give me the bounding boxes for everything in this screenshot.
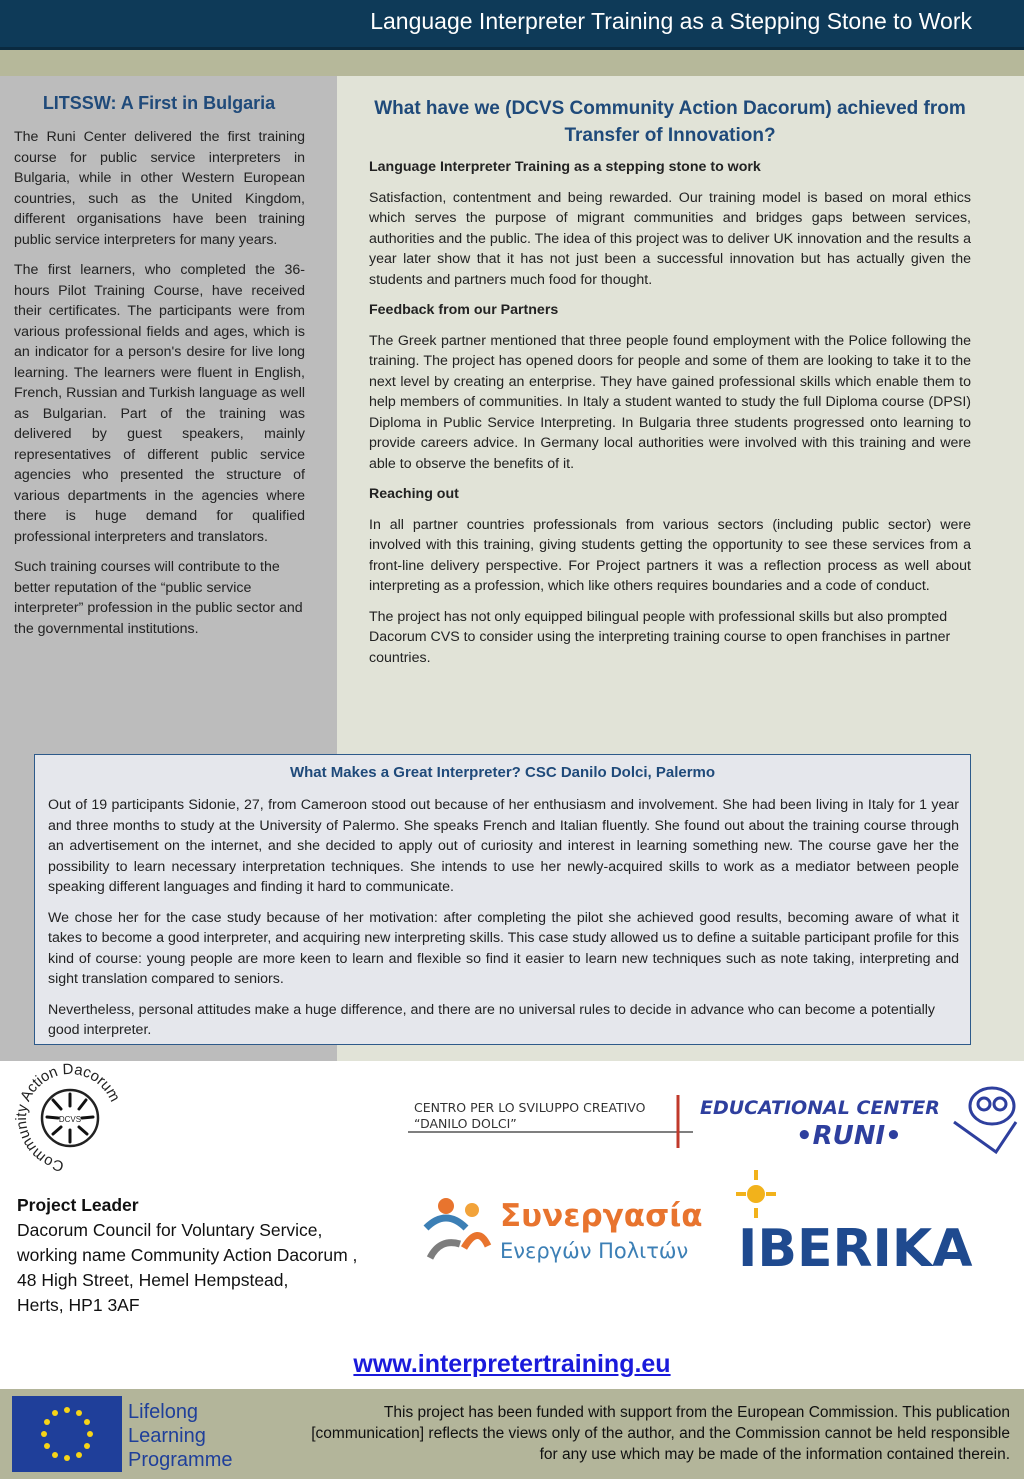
right-section-title: What have we (DCVS Community Action Dacorum) achieved from Transfer of Innovation? [374, 98, 966, 146]
case-study-paragraph: Nevertheless, personal attitudes make a huge difference, and there are no universal rules to decide in advance who can become a potentially good interpreter. [48, 1001, 936, 1038]
svg-text:Learning: Learning [128, 1425, 206, 1447]
left-paragraph: Such training courses will contribute to the better reputation of the “public service interpreter” profession in the public sector and the governmental institutions. [14, 559, 303, 637]
educational-center-runi-logo [696, 1082, 1022, 1158]
subheading: Feedback from our Partners [369, 302, 559, 318]
right-paragraph: In all partner countries professionals from various sectors (including public sector) were involved with this training, giving students getting the opportunity to see these services from a front-line delivery perspective. For Project partners it was a reflection process as well about interpreting as a profession, which like others requires boundaries and a code of conduct. [369, 516, 971, 594]
svg-text:EDUCATIONAL CENTER: EDUCATIONAL CENTER [700, 1097, 940, 1119]
svg-text:CENTRO PER LO SVILUPPO CREATIV: CENTRO PER LO SVILUPPO CREATIVO [414, 1100, 646, 1115]
svg-text:Συνεργασία: Συνεργασία [500, 1198, 703, 1234]
svg-text:IBERIKA: IBERIKA [738, 1219, 973, 1278]
header-band [0, 50, 1024, 76]
case-study-paragraph: We chose her for the case study because of her motivation: after completing the pilot she achieved good results, becoming aware of what it takes to become a good interpreter, and acquiring new interpreting skills. This case study allowed us to define a suitable participant profile for this kind of course: young people are more keen to learn and flexible so find it easier to learn new techniques such as note taking, interpreting and sight translation compared to seniors. [48, 909, 959, 987]
lifelong-learning-programme-logo [12, 1396, 252, 1472]
svg-text:Community Action Dacorum: Community Action Dacorum [12, 1062, 124, 1174]
project-leader [17, 1193, 357, 1318]
right-paragraph: The Greek partner mentioned that three people found employment with the Police following the training. The project has opened doors for people and some of them are looking to take it to the next level by creating an enterprise. They have gained professional skills which enable them to help members of communities. In Italy a student wanted to study the full Diploma course (DPSI) Diploma in Public Service Interpreting. In Bulgaria three students progressed onto learning to provide careers advice. In Germany local authorities were involved with this training and were able to observe the benefits of it. [369, 332, 971, 472]
synergasia-logo [416, 1188, 711, 1272]
address-line: 48 High Street, Hemel Hempstead, [17, 1270, 289, 1290]
right-paragraph: Satisfaction, contentment and being rewarded. Our training model is based on moral ethics which serves the purpose of migrant communities and bridges gaps between services, authorities and the public. The idea of this project was to deliver UK innovation and the results a year later show that it has not just been a successful innovation but has actually given the students and partners much food for thought. [369, 189, 971, 288]
case-study-body [48, 795, 959, 1051]
website-link[interactable]: www.interpretertraining.eu [353, 1350, 671, 1378]
iberika-logo [736, 1170, 986, 1278]
subheading: Language Interpreter Training as a stepping stone to work [369, 159, 761, 175]
left-paragraph: The first learners, who completed the 36-hours Pilot Training Course, have received their certificates. The participants were from various professional fields and ages, which is an indicator for a person's desire for live long learning. The learners were fluent in English, French, Russian and Turkish language as well as Bulgarian. Part of the training was delivered by guest speakers, mainly representatives of different public service agencies who presented the structure of various departments in the agencies where there is huge demand for qualified professional interpreters and translators. [14, 262, 305, 545]
page-title: Language Interpreter Training as a Stepping Stone to Work [370, 8, 972, 34]
header-bar [0, 0, 1024, 50]
right-paragraph: The project has not only equipped bilingual people with professional skills but also prompted Dacorum CVS to consider using the interpreting training course to open franchises in partner countries. [369, 608, 951, 666]
svg-text:•RUNI•: •RUNI• [796, 1121, 902, 1151]
address-line: Herts, HP1 3AF [17, 1295, 140, 1315]
left-paragraph: The Runi Center delivered the first training course for public service interpreters in Bulgaria, while in other Western European countries, such as the United Kingdom, different organisations have been training public service interpreters for many years. [14, 129, 305, 248]
subheading: Reaching out [369, 486, 459, 502]
right-section-body [369, 157, 971, 678]
svg-text:“DANILO DOLCI”: “DANILO DOLCI” [414, 1116, 517, 1131]
svg-text:Programme: Programme [128, 1449, 233, 1471]
svg-text:DCVS: DCVS [58, 1115, 82, 1124]
danilo-dolci-logo [408, 1090, 695, 1150]
project-leader-heading: Project Leader [17, 1195, 139, 1215]
address-line: Dacorum Council for Voluntary Service, [17, 1220, 323, 1240]
case-study-box [34, 754, 971, 1045]
address-line: working name Community Action Dacorum , [17, 1245, 358, 1265]
left-section-body [14, 127, 305, 649]
svg-text:Lifelong: Lifelong [128, 1401, 199, 1423]
case-study-title: What Makes a Great Interpreter? CSC Danilo Dolci, Palermo [289, 764, 716, 781]
community-action-dacorum-logo [8, 1062, 132, 1174]
left-section-title: LITSSW: A First in Bulgaria [42, 93, 276, 113]
svg-text:Ενεργών Πολιτών: Ενεργών Πολιτών [500, 1239, 689, 1263]
case-study-paragraph: Out of 19 participants Sidonie, 27, from Cameroon stood out because of her enthusiasm and involvement. She had been living in Italy for 1 year and three months to study at the University of Palermo. She speaks French and Italian fluently. She found out about the training course through an advertisement on the internet, and she decided to apply out of curiosity and interest in learning something new. The course gave her the possibility to learn necessary interpretation techniques. She intends to use her newly-acquired skills to work as a mediator between people speaking different languages and finding it hard to communicate. [48, 797, 959, 895]
eu-disclaimer: This project has been funded with support from the European Commission. This publication [communication] reflects the views only of the author, and the Commission cannot be held responsible for any use which may be made of the information contained therein. [311, 1404, 1010, 1463]
